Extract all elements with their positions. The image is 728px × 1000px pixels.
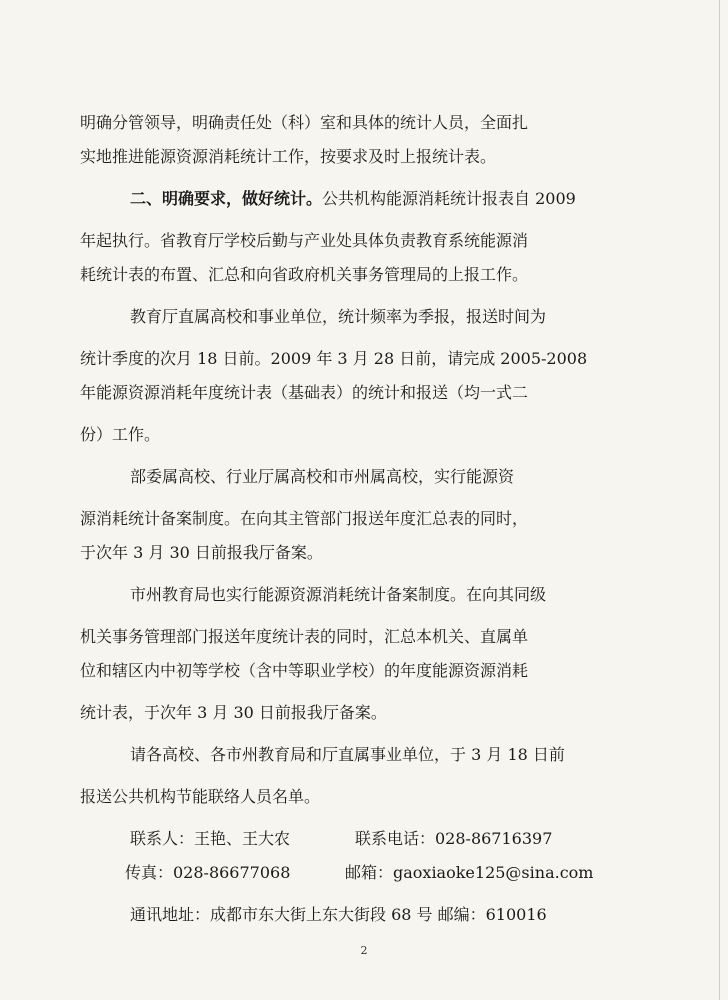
text-line: 年能源资源消耗年度统计表（基础表）的统计和报送（均一式二	[80, 383, 529, 402]
text-line: 市州教育局也实行能源资源消耗统计备案制度。在向其同级	[130, 585, 547, 604]
text-line: 位和辖区内中初等学校（含中等职业学校）的年度能源资源消耗	[80, 661, 529, 680]
paragraph-4	[80, 466, 640, 564]
contact-line	[80, 828, 640, 850]
text-line: 报送公共机构节能联络人员名单。	[80, 787, 321, 806]
contact-people: 联系人：王艳、王大农	[130, 829, 291, 848]
contact-block	[80, 828, 640, 926]
paragraph-3	[80, 306, 640, 446]
text-line	[80, 188, 640, 210]
text-span: 公共机构能源消耗统计报表自 2009	[322, 189, 576, 208]
contact-line	[80, 862, 640, 884]
text-line: 源消耗统计备案制度。在向其主管部门报送年度汇总表的同时，	[80, 509, 529, 528]
section-heading: 二、明确要求，做好统计。	[130, 189, 323, 208]
text-line: 请各高校、各市州教育局和厅直属事业单位，于 3 月 18 日前	[130, 745, 565, 764]
text-line: 耗统计表的布置、汇总和向省政府机关事务管理局的上报工作。	[80, 265, 529, 284]
page-edge	[719, 0, 720, 1000]
contact-fax: 传真：028-86677068	[125, 863, 291, 882]
text-line: 实地推进能源资源消耗统计工作，按要求及时上报统计表。	[80, 147, 497, 166]
text-line: 份）工作。	[80, 425, 161, 444]
contact-phone: 联系电话：028-86716397	[355, 829, 553, 848]
paragraph-6	[80, 744, 640, 808]
text-line: 于次年 3 月 30 日前报我厅备案。	[80, 543, 323, 562]
text-line: 年起执行。省教育厅学校后勤与产业处具体负责教育系统能源消	[80, 231, 529, 250]
page-number: 2	[360, 944, 368, 957]
text-line: 统计季度的次月 18 日前。2009 年 3 月 28 日前，请完成 2005-2008	[80, 349, 588, 368]
document-body	[80, 112, 640, 926]
text-line: 机关事务管理部门报送年度统计表的同时，汇总本机关、直属单	[80, 627, 529, 646]
text-line: 明确分管领导，明确责任处（科）室和具体的统计人员，全面扎	[80, 113, 529, 132]
paragraph-2	[80, 188, 640, 286]
text-line: 部委属高校、行业厅属高校和市州属高校，实行能源资	[130, 467, 515, 486]
paragraph-1	[80, 112, 640, 168]
text-line: 教育厅直属高校和事业单位，统计频率为季报，报送时间为	[130, 307, 547, 326]
contact-address: 通讯地址：成都市东大街上东大街段 68 号 邮编：610016	[130, 905, 547, 924]
paragraph-5	[80, 584, 640, 724]
text-line: 统计表，于次年 3 月 30 日前报我厅备案。	[80, 703, 387, 722]
contact-email: 邮箱：gaoxiaoke125@sina.com	[345, 863, 594, 882]
